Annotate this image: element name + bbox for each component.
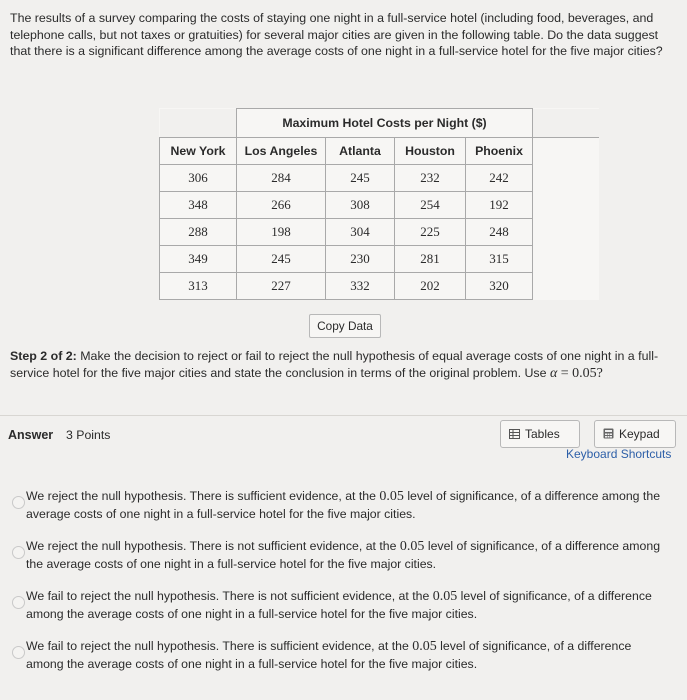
- table-cell: 230: [326, 246, 395, 273]
- option-text-part: We fail to reject the null hypothesis. There is sufficient evidence, at the: [26, 639, 409, 653]
- table-row: [160, 192, 600, 219]
- table-cell: 266: [237, 192, 326, 219]
- keypad-button[interactable]: [594, 420, 676, 448]
- step-label: Step 2 of 2:: [10, 349, 77, 363]
- significance-level: 0.05: [379, 489, 404, 504]
- table-row: [160, 219, 600, 246]
- points-label: 3 Points: [66, 428, 111, 442]
- option-text: [26, 488, 671, 522]
- table-cell: 304: [326, 219, 395, 246]
- significance-level: 0.05: [432, 589, 458, 604]
- option-text: [26, 588, 671, 622]
- significance-level: 0.05: [399, 539, 425, 554]
- table-cell: 306: [160, 165, 237, 192]
- table-cell: 245: [326, 165, 395, 192]
- radio-button[interactable]: [12, 546, 25, 559]
- divider: [0, 415, 687, 416]
- table-cell: 225: [395, 219, 466, 246]
- option-text-part: level of significance, of a difference among the average costs of one night in a full-service hotel for the five major cities.: [26, 589, 652, 621]
- option-text-part: level of significance, of a difference among the average costs of one night in a full-service hotel for the five major cities.: [26, 539, 661, 571]
- option-text: [26, 538, 671, 572]
- table-cell: 308: [326, 192, 395, 219]
- hotel-costs-table: [159, 108, 599, 300]
- step-text: Make the decision to reject or fail to reject the null hypothesis of equal average costs of one night in a full-service hotel for the five major cities and state the conclusion in terms of the original problem. Use: [10, 349, 659, 380]
- column-header: Los Angeles: [237, 138, 326, 165]
- copy-data-button[interactable]: Copy Data: [309, 314, 381, 338]
- option-text-part: level of significance, of a difference among the average costs of one night in a full-service hotel for the five major cities.: [26, 489, 661, 521]
- table-cell: 315: [466, 246, 533, 273]
- table-cell: 281: [395, 246, 466, 273]
- tables-label: Tables: [525, 427, 560, 441]
- table-cell: 320: [466, 273, 533, 300]
- option-text: [26, 638, 671, 672]
- tables-button[interactable]: [500, 420, 580, 448]
- table-cell: 202: [395, 273, 466, 300]
- table-cell: 227: [237, 273, 326, 300]
- table-cell: 288: [160, 219, 237, 246]
- table-cell: 232: [395, 165, 466, 192]
- radio-button[interactable]: [12, 596, 25, 609]
- answer-option-1[interactable]: [12, 488, 677, 524]
- table-cell: 332: [326, 273, 395, 300]
- answer-option-3[interactable]: [12, 588, 677, 624]
- table-cell: 242: [466, 165, 533, 192]
- table-cell: 349: [160, 246, 237, 273]
- alpha-symbol: α: [549, 365, 558, 381]
- answer-label: Answer: [8, 428, 54, 442]
- table-caption: Maximum Hotel Costs per Night ($): [237, 109, 533, 138]
- table-icon: [509, 422, 520, 448]
- table-row: [160, 273, 600, 300]
- column-header: New York: [160, 138, 237, 165]
- table-cell: 248: [466, 219, 533, 246]
- option-text-part: We fail to reject the null hypothesis. There is not sufficient evidence, at the: [26, 589, 430, 603]
- column-header: Houston: [395, 138, 466, 165]
- significance-level: 0.05: [412, 639, 437, 654]
- answer-option-2[interactable]: [12, 538, 677, 574]
- option-text-part: level of significance, of a difference among the average costs of one night in a full-service hotel for the five major cities.: [26, 639, 632, 671]
- keypad-icon: [603, 422, 614, 448]
- option-text-part: We reject the null hypothesis. There is not sufficient evidence, at the: [26, 539, 397, 553]
- alpha-value: = 0.05?: [560, 365, 603, 381]
- table-cell: 245: [237, 246, 326, 273]
- option-text-part: We reject the null hypothesis. There is sufficient evidence, at the: [26, 489, 376, 503]
- keypad-label: Keypad: [619, 427, 660, 441]
- table-cell: 284: [237, 165, 326, 192]
- radio-button[interactable]: [12, 646, 25, 659]
- column-header: Phoenix: [466, 138, 533, 165]
- step-prompt: [10, 348, 675, 382]
- table-cell: 254: [395, 192, 466, 219]
- radio-button[interactable]: [12, 496, 25, 509]
- table-row: [160, 246, 600, 273]
- question-intro: The results of a survey comparing the costs of staying one night in a full-service hotel (including food, beverages, and telephone calls, but not taxes or gratuities) for several major cities are given in the following table. Do the data suggest that there is a significant difference among the average costs of one night in a full-service hotel for the five major cities?: [10, 11, 663, 59]
- table-row: [160, 165, 600, 192]
- table-cell: 198: [237, 219, 326, 246]
- table-cell: 348: [160, 192, 237, 219]
- answer-option-4[interactable]: [12, 638, 677, 674]
- table-cell: 313: [160, 273, 237, 300]
- keyboard-shortcuts-link[interactable]: Keyboard Shortcuts: [566, 447, 672, 461]
- column-header: Atlanta: [326, 138, 395, 165]
- table-cell: 192: [466, 192, 533, 219]
